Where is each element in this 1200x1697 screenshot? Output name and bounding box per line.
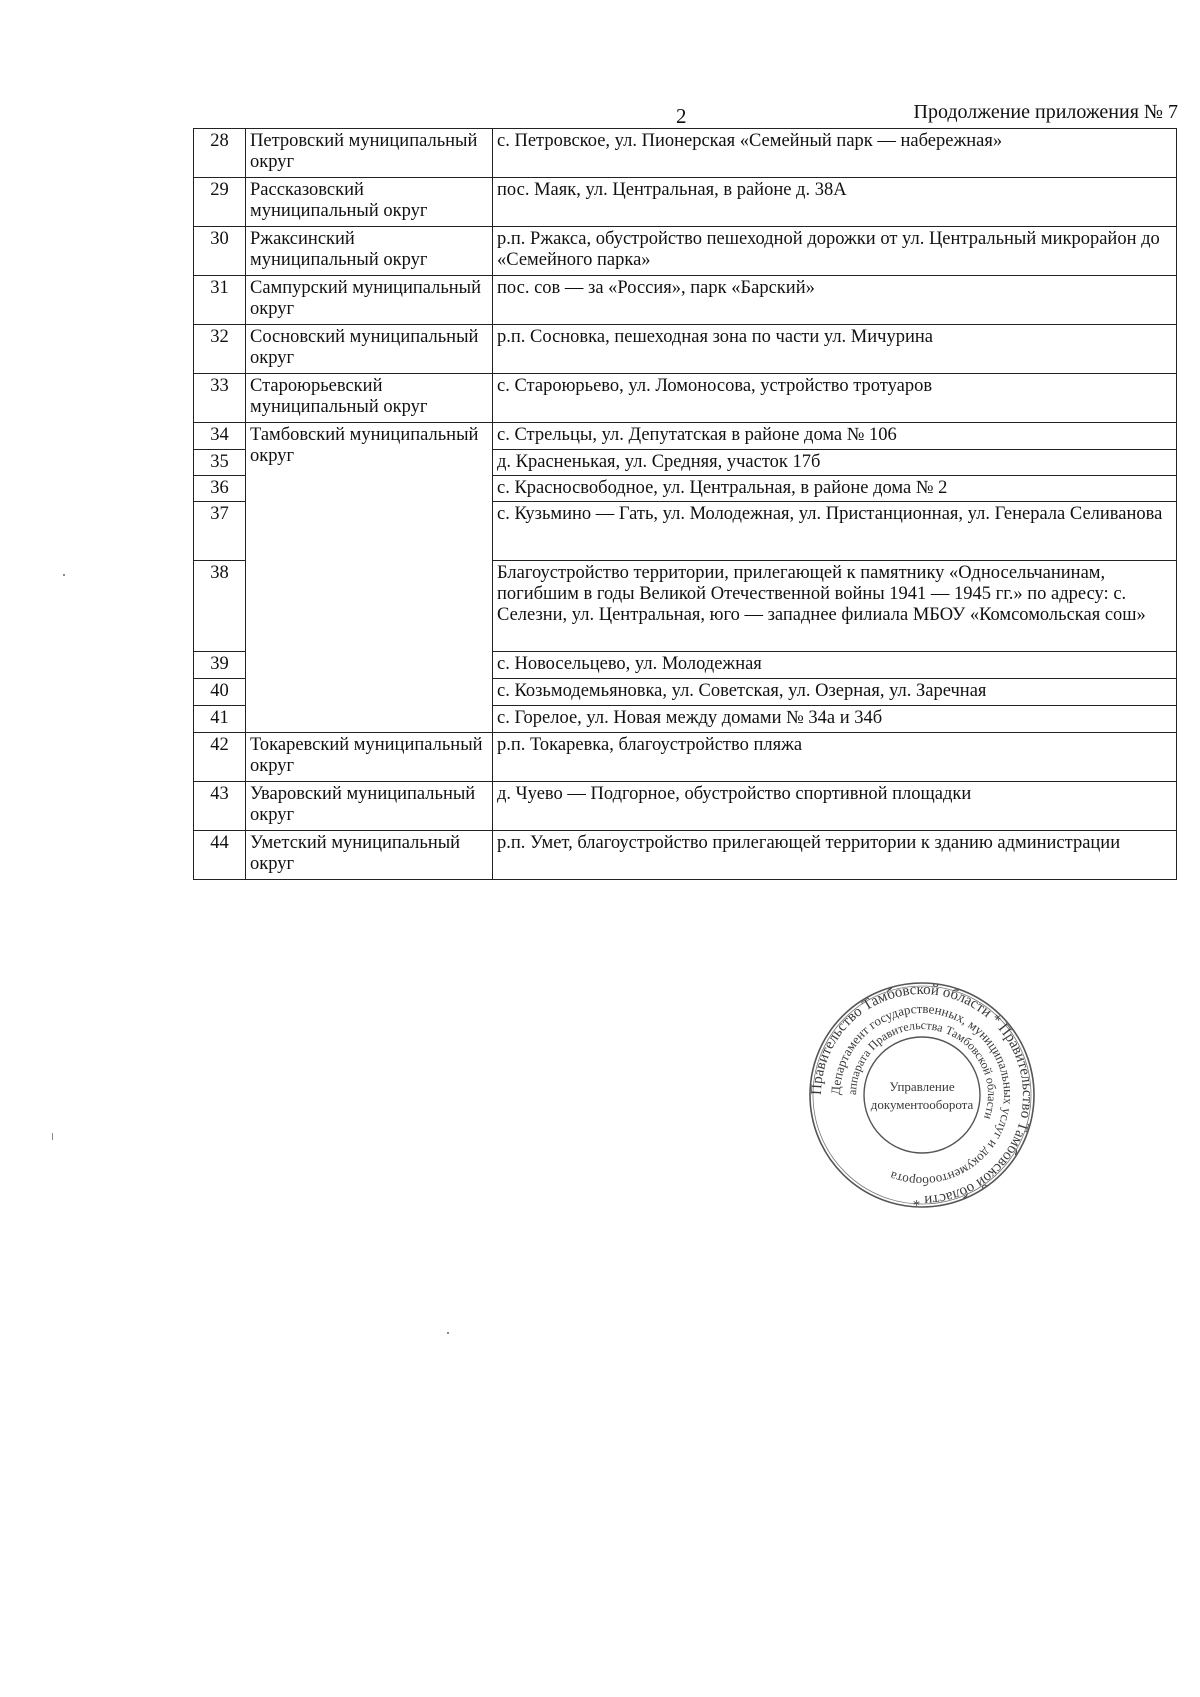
object-cell: с. Красносвободное, ул. Центральная, в районе дома № 2: [493, 476, 1177, 502]
object-cell: д. Красненькая, ул. Средняя, участок 17б: [493, 450, 1177, 476]
scan-speck: [52, 1133, 53, 1140]
row-number: 31: [194, 276, 246, 325]
object-cell: с. Новосельцево, ул. Молодежная: [493, 652, 1177, 679]
table-row: [194, 227, 1177, 276]
object-cell: с. Петровское, ул. Пионерская «Семейный парк — набережная»: [493, 129, 1177, 178]
district-cell: Староюрьевский муниципальный округ: [246, 374, 493, 423]
object-cell: с. Стрельцы, ул. Депутатская в районе дома № 106: [493, 423, 1177, 450]
table-row: [194, 733, 1177, 782]
object-cell: Благоустройство территории, прилегающей к памятнику «Односельчанинам, погибшим в годы Великой Отечественной войны 1941 — 1945 гг.» по адресу: с. Селезни, ул. Центральная, юго — западнее филиала МБОУ «Комсомольская сош»: [493, 561, 1177, 652]
table-row: [194, 178, 1177, 227]
stamp-outer-text: Правительство Тамбовской области * Правительство Тамбовской области *: [808, 981, 1036, 1209]
row-number: 30: [194, 227, 246, 276]
continuation-header: Продолжение приложения № 7: [913, 101, 1178, 123]
district-cell: Тамбовский муниципальный округ: [246, 423, 493, 733]
row-number: 41: [194, 706, 246, 733]
stamp-inner-text: аппарата Правительства Тамбовской области: [844, 1017, 1000, 1122]
object-cell: с. Горелое, ул. Новая между домами № 34а и 34б: [493, 706, 1177, 733]
row-number: 36: [194, 476, 246, 502]
row-number: 37: [194, 502, 246, 561]
object-cell: д. Чуево — Подгорное, обустройство спортивной площадки: [493, 782, 1177, 831]
page-number: 2: [676, 104, 687, 128]
official-stamp: [808, 981, 1036, 1209]
district-cell: Сосновский муниципальный округ: [246, 325, 493, 374]
object-cell: пос. Маяк, ул. Центральная, в районе д. 38А: [493, 178, 1177, 227]
row-number: 28: [194, 129, 246, 178]
row-number: 34: [194, 423, 246, 450]
district-cell: Ржаксинский муниципальный округ: [246, 227, 493, 276]
object-cell: с. Козьмодемьяновка, ул. Советская, ул. Озерная, ул. Заречная: [493, 679, 1177, 706]
stamp-center-line2: документооборота: [870, 1097, 974, 1112]
row-number: 33: [194, 374, 246, 423]
table-row: [194, 423, 1177, 450]
table-row: [194, 276, 1177, 325]
district-cell: Рассказовский муниципальный округ: [246, 178, 493, 227]
table-row: [194, 129, 1177, 178]
object-cell: р.п. Ржакса, обустройство пешеходной дорожки от ул. Центральный микрорайон до «Семейного парка»: [493, 227, 1177, 276]
objects-table: [193, 128, 1177, 880]
object-cell: с. Староюрьево, ул. Ломоносова, устройство тротуаров: [493, 374, 1177, 423]
row-number: 38: [194, 561, 246, 652]
district-cell: Уваровский муниципальный округ: [246, 782, 493, 831]
table-row: [194, 831, 1177, 880]
row-number: 42: [194, 733, 246, 782]
stamp-inner-ring: [864, 1037, 980, 1153]
table-row: [194, 374, 1177, 423]
row-number: 40: [194, 679, 246, 706]
object-cell: пос. сов — за «Россия», парк «Барский»: [493, 276, 1177, 325]
scan-speck: [63, 574, 65, 576]
row-number: 32: [194, 325, 246, 374]
district-cell: Уметский муниципальный округ: [246, 831, 493, 880]
table-row: [194, 325, 1177, 374]
object-cell: с. Кузьмино — Гать, ул. Молодежная, ул. Пристанционная, ул. Генерала Селиванова: [493, 502, 1177, 561]
table-row: [194, 782, 1177, 831]
row-number: 44: [194, 831, 246, 880]
district-cell: Петровский муниципальный округ: [246, 129, 493, 178]
stamp-middle-text: Департамент государственных, муниципальных услуг и документооборота: [827, 1000, 1017, 1190]
stamp-center-line1: Управление: [889, 1079, 955, 1094]
object-cell: р.п. Умет, благоустройство прилегающей территории к зданию администрации: [493, 831, 1177, 880]
scan-speck: [447, 1332, 449, 1334]
row-number: 43: [194, 782, 246, 831]
object-cell: р.п. Сосновка, пешеходная зона по части ул. Мичурина: [493, 325, 1177, 374]
district-cell: Токаревский муниципальный округ: [246, 733, 493, 782]
row-number: 35: [194, 450, 246, 476]
row-number: 39: [194, 652, 246, 679]
row-number: 29: [194, 178, 246, 227]
district-cell: Сампурский муниципальный округ: [246, 276, 493, 325]
object-cell: р.п. Токаревка, благоустройство пляжа: [493, 733, 1177, 782]
